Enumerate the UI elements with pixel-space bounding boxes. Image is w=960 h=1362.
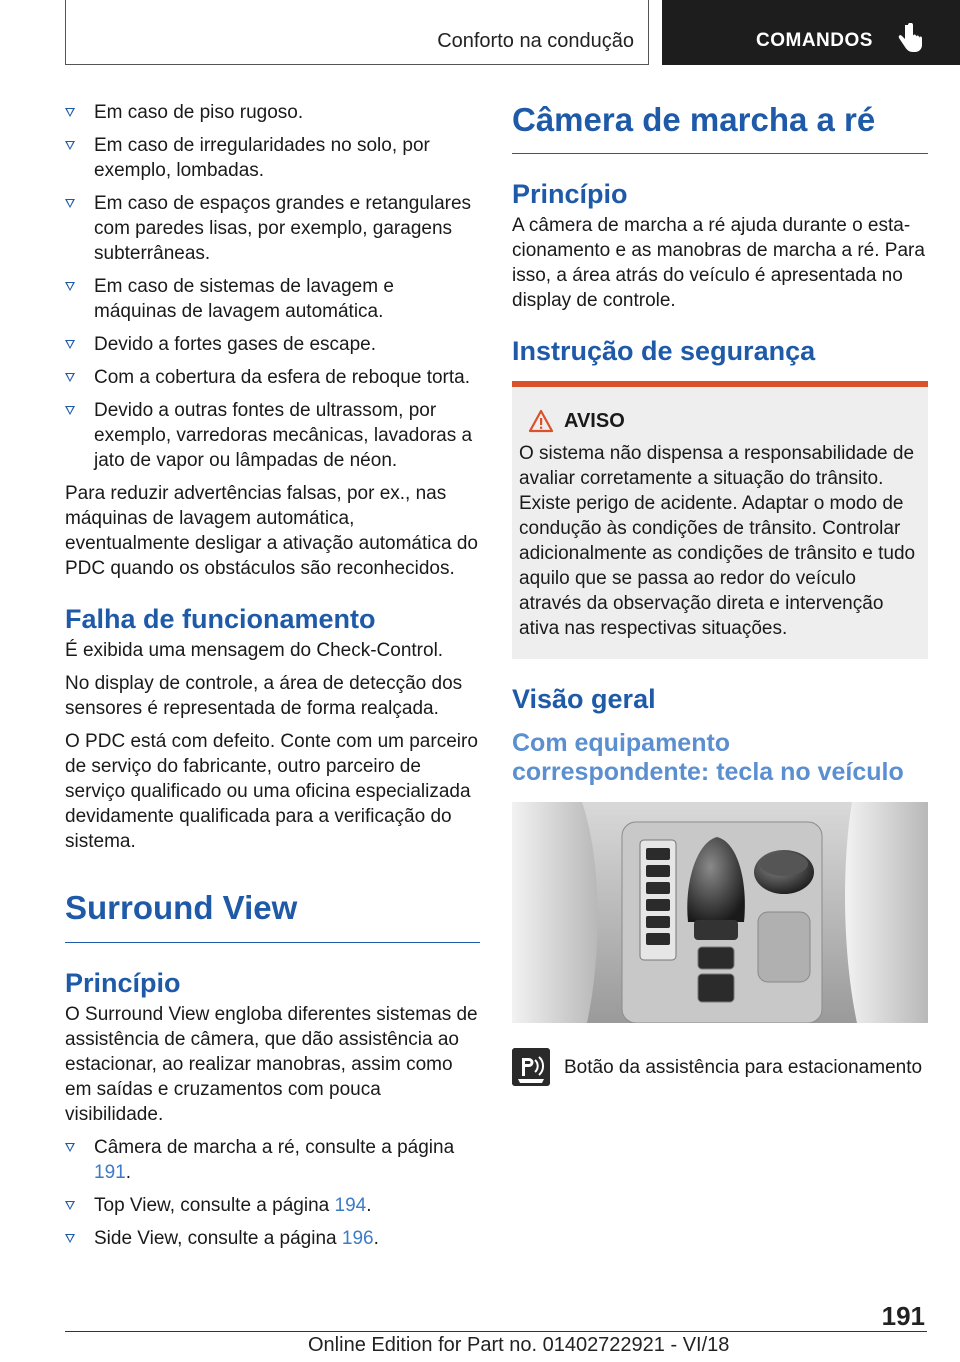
parking-assist-caption: Botão da assistência para estacionamento bbox=[564, 1057, 923, 1078]
list-item: Em caso de irregularidades no solo, por exemplo, lombadas. bbox=[65, 133, 480, 183]
camera-principle-heading: Princípio bbox=[512, 179, 628, 209]
equipment-subheading: Com equipamento correspondente: tecla no veículo bbox=[512, 729, 904, 786]
page-link[interactable]: 194 bbox=[334, 1195, 367, 1216]
surround-paragraph: O Surround View engloba diferentes sistemas de assistência de câmera, que dão assistência ao estacionar, ao realizar manobras, assim como em saídas e cruzamentos com pouca visibilidade. bbox=[65, 1004, 478, 1125]
list-item: Câmera de marcha a ré, consulte a página 191. bbox=[65, 1135, 480, 1185]
warning-triangle-icon bbox=[528, 409, 554, 433]
camera-principle-paragraph: A câmera de marcha a ré ajuda durante o estacionamento e as manobras de marcha a ré. Para isso, a área atrás do veículo é apresentada no display de controle. bbox=[512, 215, 925, 311]
list-item: Com a cobertura da esfera de reboque torta. bbox=[65, 365, 480, 390]
parking-assist-row bbox=[512, 1048, 928, 1086]
warning-header bbox=[528, 409, 920, 433]
surround-view-heading: Surround View bbox=[65, 889, 298, 926]
edition-text: Online Edition for Part no. 01402722921 - VI/18 bbox=[308, 1334, 730, 1356]
false-warnings-paragraph: Para reduzir advertências falsas, por ex., nas máquinas de lavagem automática, eventualmente desligar a ativação automática do PDC quando os obstáculos são reconhecidos. bbox=[65, 483, 478, 579]
warning-box bbox=[512, 381, 928, 659]
parking-assist-button-icon bbox=[512, 1048, 550, 1086]
safety-heading: Instrução de segurança bbox=[512, 336, 816, 366]
list-item: Em caso de sistemas de lavagem e máquinas de lavagem automática. bbox=[65, 274, 480, 324]
list-item: Em caso de espaços grandes e retangulares com paredes lisas, por exemplo, garagens subterrâneas. bbox=[65, 191, 480, 266]
warning-text: O sistema não dispensa a responsabilidade de avaliar corretamente a situação do trânsito. Existe perigo de acidente. Adaptar o modo de condução às condições de trânsito. Controlar adicionalmente as condições de trânsito e tudo aquilo que se passa ao redor do veículo através da observação direta e intervenção ativa nas respectivas situações. bbox=[519, 443, 916, 639]
malfunction-paragraph-2: No display de controle, a área de detecção dos sensores é representada de forma realçada. bbox=[65, 673, 463, 719]
list-item: Top View, consulte a página 194. bbox=[65, 1193, 480, 1218]
malfunction-paragraph-1: É exibida uma mensagem do Check-Control. bbox=[65, 640, 444, 661]
pointing-hand-icon bbox=[896, 23, 924, 55]
warning-label: AVISO bbox=[564, 409, 625, 432]
overview-heading: Visão geral bbox=[512, 684, 656, 714]
page-link[interactable]: 191 bbox=[94, 1162, 126, 1183]
left-column bbox=[65, 100, 480, 1259]
page-number: 191 bbox=[881, 1301, 925, 1331]
footer-rule bbox=[65, 1331, 927, 1332]
camera-heading: Câmera de marcha a ré bbox=[512, 101, 876, 138]
page-link[interactable]: 196 bbox=[341, 1228, 374, 1249]
heading-rule bbox=[65, 942, 480, 943]
surround-principle-heading: Princípio bbox=[65, 968, 181, 998]
heading-rule bbox=[512, 153, 928, 154]
list-item: Devido a outras fontes de ultrassom, por exemplo, varredoras mecânicas, lavadoras a jato de vapor ou lâmpadas de néon. bbox=[65, 398, 480, 473]
right-column bbox=[512, 100, 928, 1086]
malfunction-heading: Falha de funcionamento bbox=[65, 604, 376, 634]
center-console-photo bbox=[512, 802, 928, 1023]
malfunction-paragraph-3: O PDC está com defeito. Conte com um parceiro de serviço do fabricante, outro parceiro de serviço qualificado ou uma oficina especializada devidamente qualificada para a verificação do sistema. bbox=[65, 731, 478, 852]
list-item: Em caso de piso rugoso. bbox=[65, 100, 480, 125]
list-item: Side View, consulte a página 196. bbox=[65, 1226, 480, 1251]
header-chapter-box bbox=[662, 0, 960, 65]
list-item: Devido a fortes gases de escape. bbox=[65, 332, 480, 357]
chapter-title: COMANDOS bbox=[756, 30, 873, 51]
header-section-box bbox=[65, 0, 649, 65]
section-title: Conforto na condução bbox=[437, 30, 634, 52]
